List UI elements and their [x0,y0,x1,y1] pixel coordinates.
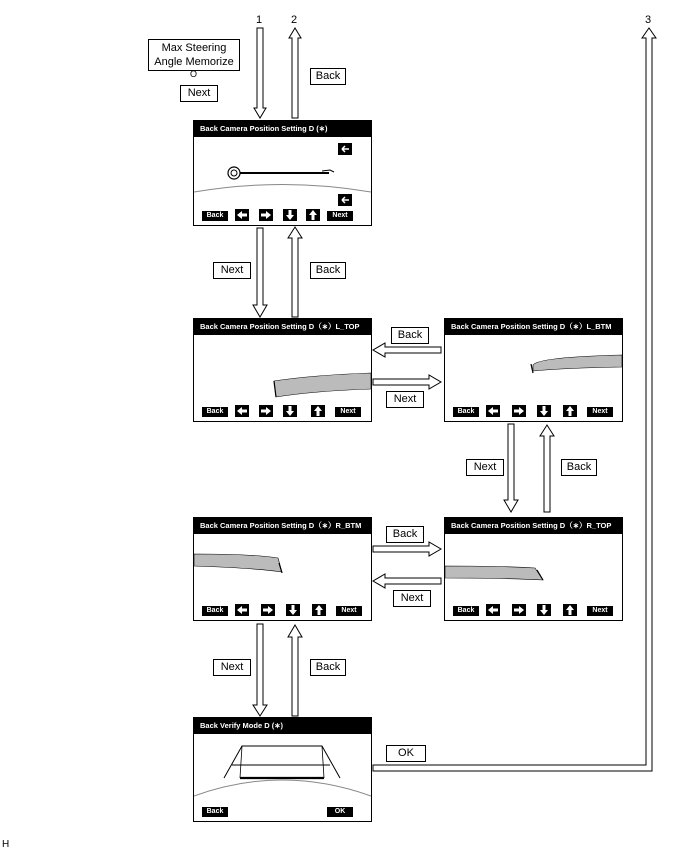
screen-next-button[interactable]: Next [335,407,361,417]
down-arrow-icon[interactable] [283,405,297,417]
left-arrow-icon[interactable] [235,604,249,616]
screen-back-verify-mode [193,717,372,822]
flow-label-next-3: Next [466,459,504,476]
right-arrow-icon[interactable] [259,209,273,221]
flow-arrow-back-4 [373,542,441,556]
up-arrow-icon[interactable] [563,604,577,616]
flow-label-ok: OK [386,745,426,762]
flow-label-back-5: Back [310,659,346,676]
screen-l-btm [444,318,623,422]
down-arrow-icon[interactable] [537,405,551,417]
screen-next-button[interactable]: Next [336,606,362,616]
right-arrow-icon[interactable] [512,604,526,616]
flow-label-back-top: Back [310,68,346,85]
screen-title: Back Camera Position Setting D（∗）L_TOP [194,319,371,335]
screen-back-button[interactable]: Back [453,407,479,417]
down-arrow-icon[interactable] [537,604,551,616]
flow-arrow-back-1 [288,227,302,317]
right-arrow-icon[interactable] [261,604,275,616]
step-number-2: 2 [291,14,298,26]
screen-ok-button[interactable]: OK [327,807,353,817]
screen-r-btm [193,517,372,621]
flow-arrow-next-3 [504,424,518,512]
flow-label-back-3: Back [561,459,597,476]
flow-arrow-next-5 [253,624,267,716]
screen-title: Back Camera Position Setting D (∗) [194,121,371,137]
or-marker: O [190,69,198,79]
step-number-3: 3 [645,14,652,26]
flow-arrow-next-1 [253,228,267,317]
step-number-1: 1 [256,14,263,26]
up-arrow-icon[interactable] [311,405,325,417]
up-arrow-icon[interactable] [306,209,320,221]
screen-next-button[interactable]: Next [327,211,353,221]
screen-title: Back Camera Position Setting D（∗）L_BTM [445,319,622,335]
screen-title: Back Verify Mode D (∗) [194,718,371,734]
screen-back-button[interactable]: Back [202,407,228,417]
flow-arrow-2-up [289,28,301,118]
corner-letter: H [2,839,10,850]
flow-arrow-back-5 [288,625,302,716]
screen-next-button[interactable]: Next [587,606,613,616]
screen-l-top [193,318,372,422]
left-arrow-icon[interactable] [235,209,249,221]
screen-next-button[interactable]: Next [587,407,613,417]
flow-label-back-2: Back [391,327,429,344]
up-arrow-icon[interactable] [312,604,326,616]
screen-back-button[interactable]: Back [202,211,228,221]
left-arrow-icon[interactable] [486,604,500,616]
flow-label-next-4: Next [393,590,431,607]
screen-title: Back Camera Position Setting D（∗）R_TOP [445,518,622,534]
down-arrow-icon[interactable] [283,209,297,221]
right-arrow-icon[interactable] [259,405,273,417]
screen-title: Back Camera Position Setting D（∗）R_BTM [194,518,371,534]
flow-arrow-next-4 [373,574,441,588]
right-arrow-icon[interactable] [512,405,526,417]
flow-arrow-1-down [254,28,266,118]
screen-back-button[interactable]: Back [202,807,228,817]
flow-arrow-back-3 [540,425,554,512]
flow-arrow-back-2 [373,343,441,357]
up-arrow-icon[interactable] [563,405,577,417]
flow-label-next-1: Next [213,262,251,279]
flow-label-next-top: Next [180,85,218,102]
screen-r-top [444,517,623,621]
flow-label-back-1: Back [310,262,346,279]
flow-arrow-next-2 [373,375,441,389]
screen-camera-position-setting [193,120,372,226]
flow-label-next-5: Next [213,659,251,676]
flow-label-next-2: Next [386,391,424,408]
screen-back-button[interactable]: Back [202,606,228,616]
left-arrow-icon[interactable] [486,405,500,417]
max-steering-angle-label: Max Steering Angle Memorize [148,39,240,71]
flow-label-back-4: Back [386,526,424,543]
screen-back-button[interactable]: Back [453,606,479,616]
left-arrow-icon[interactable] [235,405,249,417]
down-arrow-icon[interactable] [286,604,300,616]
